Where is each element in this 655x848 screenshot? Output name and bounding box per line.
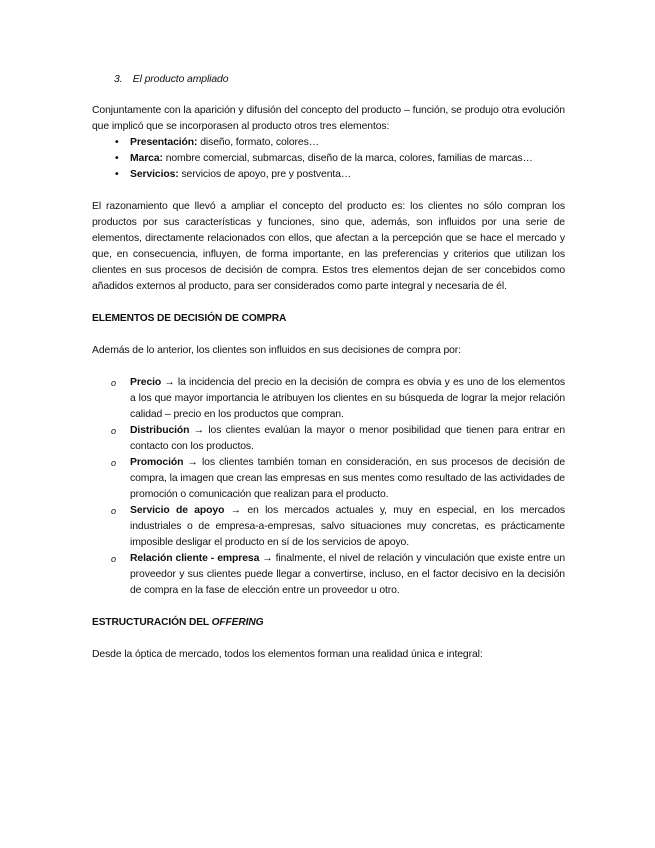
list-marker: o [111, 378, 116, 388]
section-number: 3. [114, 74, 123, 85]
intro-paragraph: Conjuntamente con la aparición y difusión del concepto del producto – función, se produjo otra evolución que implicó que se incorporasen al producto otros tres elementos: [92, 105, 565, 132]
bullet-marker: • [115, 153, 119, 164]
list-marker: o [111, 426, 116, 436]
arrow-icon: → [230, 505, 242, 516]
offering-heading [92, 615, 565, 631]
list-item [108, 423, 565, 455]
bullet-marker: • [115, 169, 119, 180]
reasoning-paragraph: El razonamiento que llevó a ampliar el concepto del producto es: los clientes no sólo compran los productos por sus características y funciones, sino que, además, son influidos por una serie de elementos, directamente relacionados con ellos, que afectan a la percepción que se hace el mercado y que, en consecuencia, influyen, de forma importante, en las preferencias y criterios que utilizan los clientes en sus procesos de decisión de compra. Estos tres elementos dejan de ser concebidos como añadidos externos al producto, para ser considerados como parte integral y necesaria de él. [92, 201, 565, 292]
offering-intro: Desde la óptica de mercado, todos los elementos forman una realidad única e integral: [92, 649, 483, 660]
list-item [108, 135, 565, 151]
list-item [108, 503, 565, 551]
list-item-label: Promoción [130, 457, 184, 468]
list-item-label: Precio [130, 377, 162, 388]
list-item-label: Distribución [130, 425, 190, 436]
list-item [108, 455, 565, 503]
product-elements-list [92, 135, 565, 183]
decision-intro: Además de lo anterior, los clientes son influidos en sus decisiones de compra por: [92, 345, 461, 356]
list-item [108, 167, 565, 183]
section-title [114, 72, 565, 88]
arrow-icon: → [262, 553, 273, 564]
list-item-text: servicios de apoyo, pre y postventa… [178, 169, 352, 180]
section-title-text: El producto ampliado [132, 74, 229, 85]
offering-heading-prefix: ESTRUCTURACIÓN DEL [92, 617, 212, 628]
list-item-label: Servicio de apoyo [130, 505, 225, 516]
arrow-icon: → [193, 425, 205, 436]
list-item-label: Presentación: [130, 137, 198, 148]
list-item-text: en los mercados actuales y, muy en especial, en los mercados industriales o de empresa-a-empresas, salvo situaciones muy concretas, es prácticamente imposible desligar el producto en sí de los servicios de apoyo. [130, 505, 565, 548]
list-item [108, 551, 565, 599]
list-marker: o [111, 554, 116, 564]
list-item-text: los clientes evalúan la mayor o menor posibilidad que tienen para entrar en contacto con los productos. [130, 425, 565, 452]
list-item-label: Servicios: [130, 169, 179, 180]
bullet-marker: • [115, 137, 119, 148]
decision-elements-list [92, 375, 565, 599]
list-item-text: la incidencia del precio en la decisión de compra es obvia y es uno de los elementos a los que mayor importancia le atribuyen los clientes en su búsqueda de lograr la mejor relación calidad – precio en los productos que compran. [130, 377, 565, 420]
list-marker: o [111, 506, 116, 516]
offering-heading-italic: OFFERING [211, 617, 264, 628]
arrow-icon: → [164, 377, 175, 388]
list-marker: o [111, 458, 116, 468]
list-item-text: nombre comercial, submarcas, diseño de la marca, colores, familias de marcas… [162, 153, 533, 164]
arrow-icon: → [187, 457, 198, 468]
list-item [108, 375, 565, 423]
list-item-text: los clientes también toman en consideración, en sus procesos de decisión de compra, la imagen que crean las empresas en sus mentes como resultado de las actividades de promoción o comunicación que realizan para el producto. [130, 457, 565, 500]
list-item-label: Marca: [130, 153, 163, 164]
list-item [108, 151, 565, 167]
list-item-text: finalmente, el nivel de relación y vinculación que existe entre un proveedor y sus clientes puede llegar a convertirse, incluso, en el factor decisivo en la decisión de compra en la fase de elección entre un proveedor u otro. [130, 553, 566, 596]
list-item-text: diseño, formato, colores… [197, 137, 319, 148]
decision-heading: ELEMENTOS DE DECISIÓN DE COMPRA [92, 313, 287, 324]
list-item-label: Relación cliente - empresa [130, 553, 260, 564]
